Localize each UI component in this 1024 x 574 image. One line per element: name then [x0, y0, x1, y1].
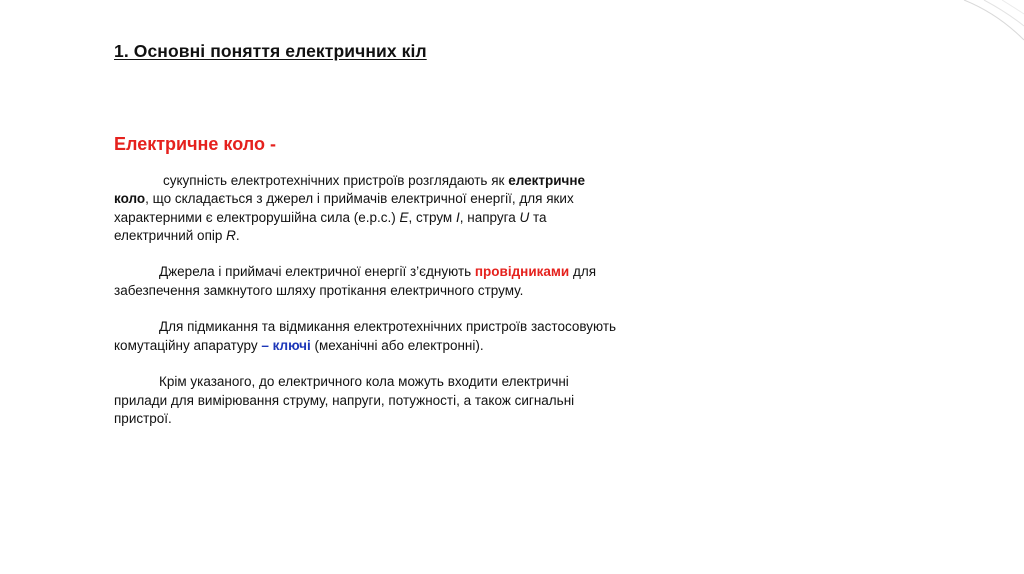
- p1-line4-post: .: [235, 227, 240, 243]
- p2-line1-post: для: [569, 264, 597, 280]
- p1-term-electric: електричне: [508, 173, 586, 188]
- p1-line3-text: характерними є електрорушійна сила (е.р.с.): [114, 209, 400, 225]
- p1-line3-mid2: , напруга: [459, 209, 520, 225]
- paragraph-switches: [114, 318, 714, 355]
- slide-title: 1. Основні поняття електричних кіл: [114, 41, 427, 61]
- paragraph-conductors: [114, 263, 714, 300]
- section-heading: Електричне коло -: [114, 134, 276, 154]
- paragraph-definition: [114, 172, 714, 245]
- p4-line2-text: прилади для вимірювання струму, напруги, потужності, а також сигнальні: [114, 392, 575, 408]
- p1-line2-text: , що складається з джерел і приймачів електричної енергії, для яких: [145, 191, 574, 207]
- p1-line1-text: сукупність електротехнічних пристроїв розглядають як: [163, 173, 509, 188]
- symbol-u: U: [519, 209, 530, 225]
- p4-line3-text: пристрої.: [114, 410, 172, 426]
- p1-line3-mid1: , струм: [408, 209, 456, 225]
- p2-line2-text: забезпечення замкнутого шляху протікання електричного струму.: [114, 282, 524, 298]
- p1-line3-post: та: [529, 209, 547, 225]
- term-switches: – ключі: [261, 337, 311, 353]
- p2-line1-text: Джерела і приймачі електричної енергії з’єднують: [159, 264, 475, 280]
- p1-term-circuit: коло: [114, 191, 146, 207]
- p3-line2-post: (механічні або електронні).: [310, 337, 484, 353]
- corner-decoration: [934, 0, 1024, 574]
- p3-line1-text: Для підмикання та відмикання електротехнічних пристроїв застосовують: [159, 319, 617, 335]
- p1-line4-text: електричний опір: [114, 227, 227, 243]
- body-text: [114, 172, 714, 428]
- symbol-r: R: [226, 227, 236, 243]
- p3-line2-text: комутаційну апаратуру: [114, 337, 262, 353]
- p4-line1-text: Крім указаного, до електричного кола можуть входити електричні: [159, 374, 569, 390]
- paragraph-instruments: [114, 373, 714, 428]
- term-conductors: провідниками: [474, 264, 570, 280]
- symbol-e: E: [399, 209, 409, 225]
- symbol-i: I: [455, 209, 460, 225]
